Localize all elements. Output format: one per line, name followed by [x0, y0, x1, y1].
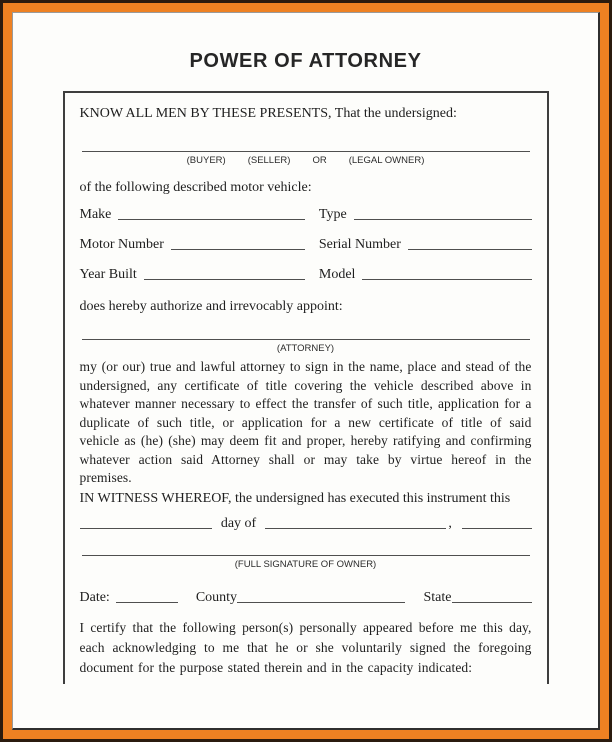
- appoint-statement: does hereby authorize and irrevocably appoint:: [79, 299, 343, 314]
- authorization-paragraph: my (or our) true and lawful attorney to sign in the name, place and stead of the undersigned, any certificate of title covering the vehicle described above in whatever manner necessary to effect the transfer of such title, application for a duplicate of such title, or application for a new certificate of title of said vehicle as (he) (she) may deem fit and proper, hereby ratifying and confirming whatever action said Attorney shall or may take by virtue hereof in the premises.: [79, 359, 532, 485]
- motor-number-cell: [80, 236, 305, 253]
- buyer-label: (BUYER): [186, 155, 226, 166]
- signature-label: (FULL SIGNATURE OF OWNER): [234, 558, 377, 570]
- type-cell: [319, 206, 532, 223]
- serial-number-label: Serial Number: [318, 237, 401, 252]
- day-of-label: day of: [220, 515, 257, 531]
- state-field[interactable]: [452, 589, 532, 603]
- owner-name-field[interactable]: [82, 151, 530, 152]
- day-field[interactable]: [80, 515, 212, 529]
- state-label: State: [423, 589, 452, 605]
- vehicle-intro: of the following described motor vehicle:: [79, 180, 312, 195]
- year-built-cell: [80, 266, 305, 283]
- year-built-label: Year Built: [79, 267, 137, 282]
- year-field[interactable]: [462, 515, 532, 529]
- vehicle-fields-row-1: [80, 206, 532, 223]
- vehicle-fields-row-3: [80, 266, 532, 283]
- execution-date-row: [80, 515, 532, 532]
- model-field[interactable]: [362, 266, 531, 280]
- signer-labels-row: [80, 155, 532, 166]
- motor-number-field[interactable]: [171, 236, 305, 250]
- serial-number-cell: [319, 236, 532, 253]
- make-label: Make: [79, 207, 112, 222]
- make-field[interactable]: [118, 206, 304, 220]
- motor-number-label: Motor Number: [79, 237, 164, 252]
- type-field[interactable]: [354, 206, 532, 220]
- county-label: County: [195, 589, 238, 605]
- make-cell: [80, 206, 305, 223]
- attorney-name-field[interactable]: [82, 339, 530, 340]
- comma-text: ,: [448, 515, 452, 531]
- witness-statement: IN WITNESS WHEREOF, the undersigned has executed this instrument this: [79, 490, 511, 506]
- owner-signature-field[interactable]: [82, 555, 530, 556]
- county-field[interactable]: [237, 589, 404, 603]
- page-title: POWER OF ATTORNEY: [189, 50, 422, 72]
- vehicle-fields-row-2: [80, 236, 532, 253]
- certification-paragraph: I certify that the following person(s) personally appeared before me this day, each acknowledging to me that he or she voluntarily signed the foregoing document for the purpose stated therein and in the capacity indicated:: [79, 619, 532, 675]
- date-label: Date:: [79, 589, 110, 605]
- or-label: OR: [312, 155, 327, 166]
- model-cell: [319, 266, 532, 283]
- form-box: [63, 91, 549, 684]
- opening-statement: KNOW ALL MEN BY THESE PRESENTS, That the undersigned:: [79, 106, 457, 121]
- attorney-label: (ATTORNEY): [276, 343, 335, 354]
- notary-row: [80, 589, 532, 606]
- legal-owner-label: (LEGAL OWNER): [348, 155, 425, 166]
- year-built-field[interactable]: [144, 266, 305, 280]
- date-field[interactable]: [116, 589, 178, 603]
- serial-number-field[interactable]: [408, 236, 532, 250]
- seller-label: (SELLER): [247, 155, 291, 166]
- model-label: Model: [318, 267, 356, 282]
- document-page: [12, 12, 600, 730]
- month-field[interactable]: [265, 515, 446, 529]
- type-label: Type: [318, 207, 347, 222]
